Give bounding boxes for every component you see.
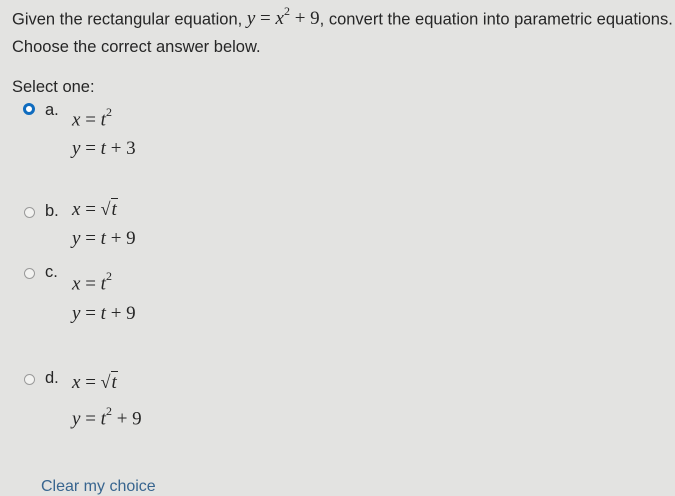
option-d-x-equation: x = √t — [72, 372, 117, 393]
question-suffix: , convert the equation into parametric equations. — [319, 10, 673, 29]
option-c-y-equation: y = t + 9 — [72, 303, 136, 324]
square-root: √t — [100, 199, 117, 220]
option-b-y-equation: y = t + 9 — [72, 228, 136, 249]
radio-option-b[interactable] — [24, 207, 35, 218]
question-text — [12, 6, 673, 30]
option-c-x-equation: $x = t^2$ — [72, 269, 112, 295]
question-instruction: Choose the correct answer below. — [12, 38, 261, 56]
select-one-label: Select one: — [12, 78, 95, 96]
clear-choice-link[interactable]: Clear my choice — [41, 478, 156, 495]
option-letter: d. — [45, 369, 59, 387]
option-d-y-equation: $y = t^2 + 9$ — [72, 404, 142, 430]
option-letter: a. — [45, 101, 59, 119]
option-a-x-equation: $x = t^2$ — [72, 105, 112, 131]
option-letter: c. — [45, 263, 58, 281]
option-b-x-equation: x = √t — [72, 199, 117, 220]
question-prefix: Given the rectangular equation, — [12, 10, 243, 29]
radio-option-c[interactable] — [24, 268, 35, 279]
option-letter: b. — [45, 202, 59, 220]
option-a-y-equation: y = t + 3 — [72, 138, 136, 159]
square-root: √t — [100, 372, 117, 393]
radio-option-d[interactable] — [24, 374, 35, 385]
question-equation: $y = x^2 + 9$ — [246, 4, 320, 30]
radio-option-a[interactable] — [23, 103, 35, 115]
